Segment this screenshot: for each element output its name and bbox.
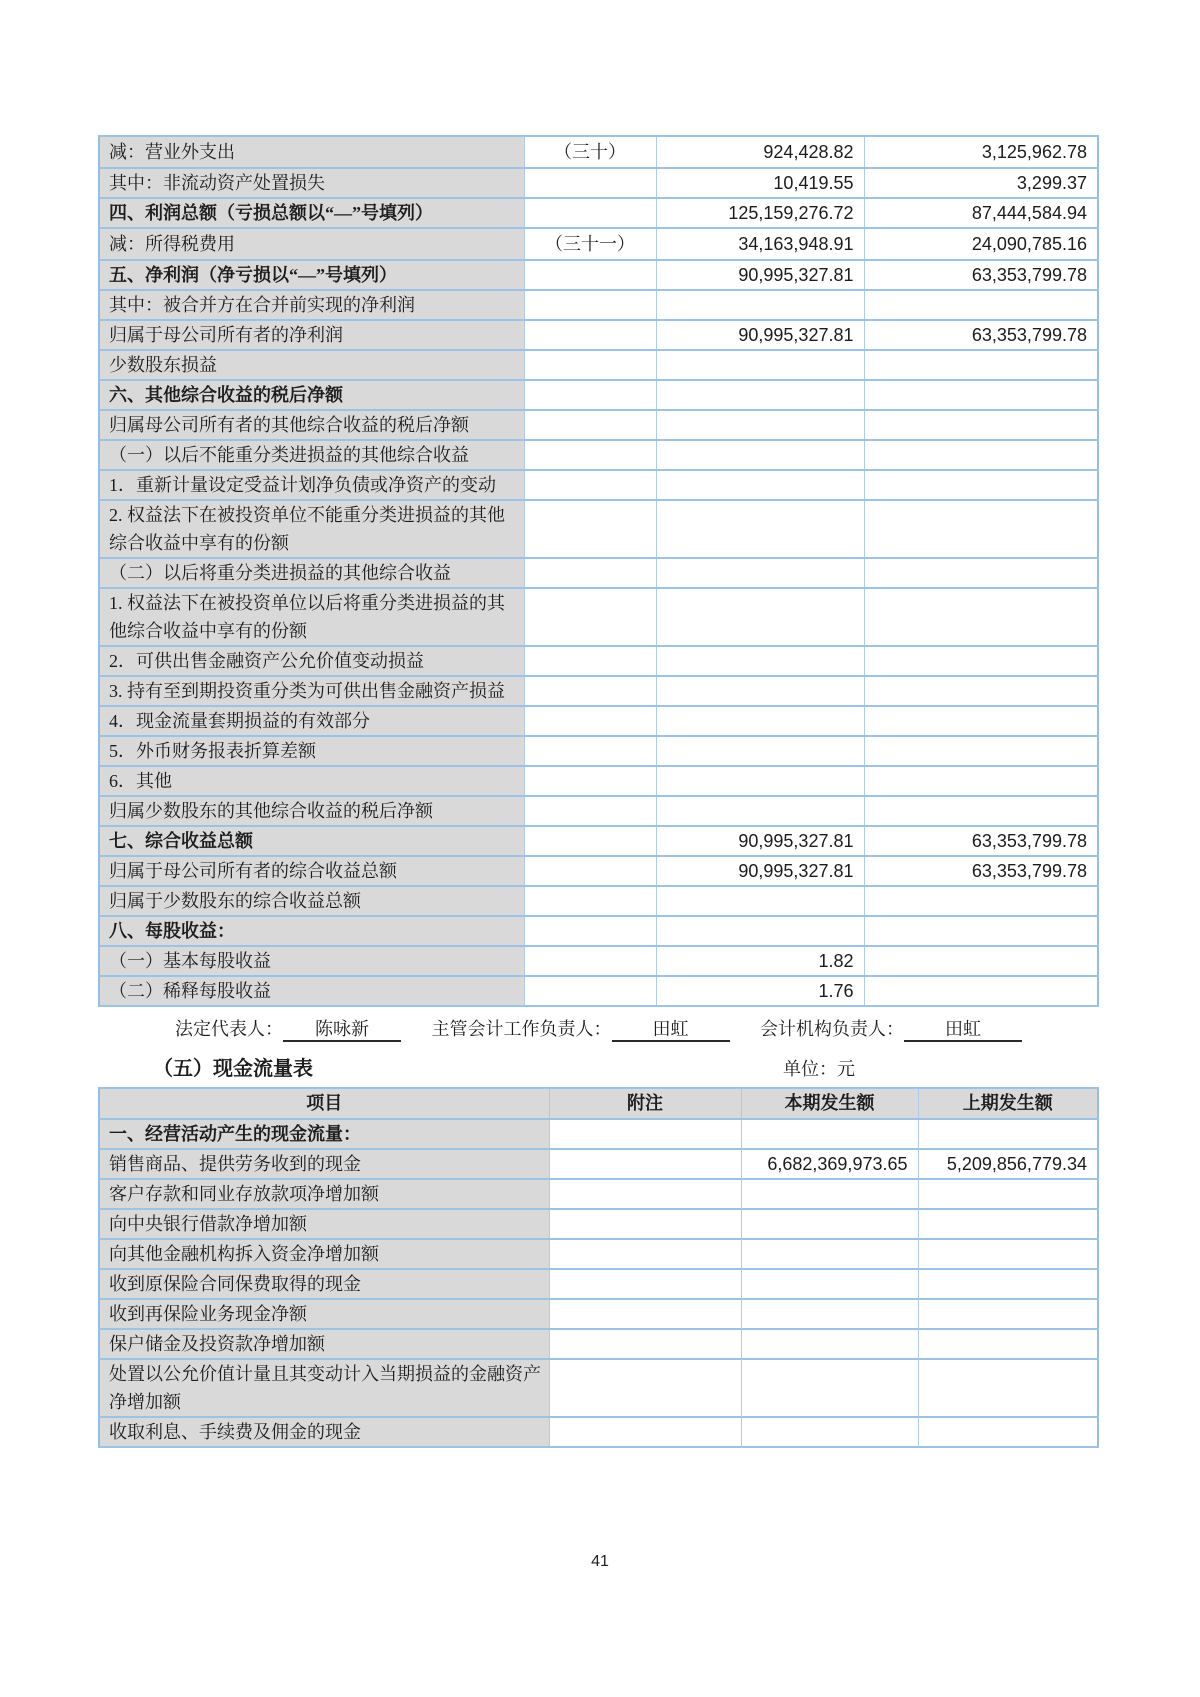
current-period-value-cell: 10,419.55 — [656, 168, 864, 198]
item-cell: 收取利息、手续费及佣金的现金 — [99, 1417, 549, 1447]
accounting-dept-label: 会计机构负责人： — [760, 1019, 904, 1039]
prior-period-value-cell — [864, 916, 1098, 946]
table-row — [99, 168, 1098, 198]
table-row — [99, 916, 1098, 946]
prior-period-value-cell: 5,209,856,779.34 — [918, 1149, 1098, 1179]
item-cell: 一、经营活动产生的现金流量： — [99, 1119, 549, 1149]
item-cell: 归属少数股东的其他综合收益的税后净额 — [99, 796, 524, 826]
note-cell — [524, 168, 656, 198]
table-row — [99, 500, 1098, 558]
note-cell — [549, 1329, 741, 1359]
table-row — [99, 198, 1098, 228]
chief-accounting-label: 主管会计工作负责人： — [431, 1019, 612, 1039]
table-row — [99, 290, 1098, 320]
page-content — [98, 135, 1097, 1448]
table-row — [99, 440, 1098, 470]
current-period-value-cell — [656, 796, 864, 826]
item-cell: 归属于母公司所有者的综合收益总额 — [99, 856, 524, 886]
table-row — [99, 1299, 1098, 1329]
item-cell: （一）以后不能重分类进损益的其他综合收益 — [99, 440, 524, 470]
prior-period-value-cell — [864, 886, 1098, 916]
item-cell: 客户存款和同业存放款项净增加额 — [99, 1179, 549, 1209]
item-cell: （二）以后将重分类进损益的其他综合收益 — [99, 558, 524, 588]
column-header-current-period: 本期发生额 — [741, 1088, 918, 1119]
current-period-value-cell — [741, 1329, 918, 1359]
item-cell: 其中：非流动资产处置损失 — [99, 168, 524, 198]
table-row — [99, 260, 1098, 290]
note-cell — [524, 290, 656, 320]
table-row — [99, 736, 1098, 766]
current-period-value-cell — [741, 1417, 918, 1447]
note-cell — [524, 706, 656, 736]
accounting-department-head — [760, 1019, 1022, 1039]
item-cell: 3. 持有至到期投资重分类为可供出售金融资产损益 — [99, 676, 524, 706]
item-cell: 6．其他 — [99, 766, 524, 796]
prior-period-value-cell: 87,444,584.94 — [864, 198, 1098, 228]
item-cell: 向中央银行借款净增加额 — [99, 1209, 549, 1239]
note-cell — [524, 856, 656, 886]
table-row — [99, 136, 1098, 168]
note-cell — [524, 736, 656, 766]
item-cell: 2. 权益法下在被投资单位不能重分类进损益的其他综合收益中享有的份额 — [99, 500, 524, 558]
item-cell: 少数股东损益 — [99, 350, 524, 380]
note-cell — [549, 1299, 741, 1329]
table-row — [99, 470, 1098, 500]
current-period-value-cell — [741, 1299, 918, 1329]
item-cell: 向其他金融机构拆入资金净增加额 — [99, 1239, 549, 1269]
note-cell — [524, 886, 656, 916]
item-cell: 1. 权益法下在被投资单位以后将重分类进损益的其他综合收益中享有的份额 — [99, 588, 524, 646]
prior-period-value-cell — [864, 500, 1098, 558]
current-period-value-cell: 6,682,369,973.65 — [741, 1149, 918, 1179]
table-row — [99, 946, 1098, 976]
table-row — [99, 320, 1098, 350]
table-row — [99, 676, 1098, 706]
cashflow-section-title: （五）现金流量表 — [153, 1058, 313, 1080]
legal-representative-label: 法定代表人： — [175, 1019, 283, 1039]
prior-period-value-cell — [864, 350, 1098, 380]
current-period-value-cell — [656, 736, 864, 766]
current-period-value-cell: 1.76 — [656, 976, 864, 1006]
income-table-body — [99, 136, 1098, 1006]
current-period-value-cell — [741, 1119, 918, 1149]
cashflow-section-header — [98, 1052, 1097, 1081]
item-cell: 5．外币财务报表折算差额 — [99, 736, 524, 766]
table-row — [99, 1209, 1098, 1239]
prior-period-value-cell: 63,353,799.78 — [864, 320, 1098, 350]
note-cell — [524, 676, 656, 706]
note-cell — [524, 796, 656, 826]
prior-period-value-cell — [864, 380, 1098, 410]
table-row — [99, 1359, 1098, 1417]
prior-period-value-cell: 63,353,799.78 — [864, 260, 1098, 290]
current-period-value-cell: 924,428.82 — [656, 136, 864, 168]
table-row — [99, 1269, 1098, 1299]
column-header-note: 附注 — [549, 1088, 741, 1119]
item-cell: 七、综合收益总额 — [99, 826, 524, 856]
note-cell — [524, 766, 656, 796]
prior-period-value-cell — [864, 676, 1098, 706]
prior-period-value-cell — [864, 588, 1098, 646]
item-cell: 收到再保险业务现金净额 — [99, 1299, 549, 1329]
chief-accounting-name: 田虹 — [612, 1018, 730, 1042]
current-period-value-cell — [656, 916, 864, 946]
table-row — [99, 646, 1098, 676]
item-cell: 四、利润总额（亏损总额以“—”号填列） — [99, 198, 524, 228]
prior-period-value-cell — [864, 976, 1098, 1006]
current-period-value-cell — [741, 1209, 918, 1239]
table-row — [99, 1329, 1098, 1359]
item-cell: 2．可供出售金融资产公允价值变动损益 — [99, 646, 524, 676]
prior-period-value-cell — [864, 290, 1098, 320]
table-row — [99, 1149, 1098, 1179]
note-cell: （三十） — [524, 136, 656, 168]
column-header-prior-period: 上期发生额 — [918, 1088, 1098, 1119]
current-period-value-cell: 125,159,276.72 — [656, 198, 864, 228]
table-row — [99, 1239, 1098, 1269]
income-statement-table — [98, 135, 1099, 1007]
item-cell: 归属于少数股东的综合收益总额 — [99, 886, 524, 916]
current-period-value-cell — [656, 410, 864, 440]
item-cell: 五、净利润（净亏损以“—”号填列） — [99, 260, 524, 290]
note-cell — [524, 646, 656, 676]
accounting-dept-name: 田虹 — [904, 1018, 1022, 1042]
prior-period-value-cell — [864, 796, 1098, 826]
note-cell — [524, 976, 656, 1006]
current-period-value-cell — [656, 558, 864, 588]
current-period-value-cell — [741, 1269, 918, 1299]
current-period-value-cell — [656, 290, 864, 320]
chief-accounting-officer — [432, 1019, 730, 1039]
table-row — [99, 886, 1098, 916]
table-row — [99, 350, 1098, 380]
note-cell — [524, 320, 656, 350]
legal-representative-name: 陈咏新 — [283, 1018, 401, 1042]
table-row — [99, 410, 1098, 440]
prior-period-value-cell — [918, 1209, 1098, 1239]
item-cell: 保户储金及投资款净增加额 — [99, 1329, 549, 1359]
prior-period-value-cell — [918, 1179, 1098, 1209]
prior-period-value-cell — [864, 766, 1098, 796]
item-cell: 归属于母公司所有者的净利润 — [99, 320, 524, 350]
prior-period-value-cell — [918, 1329, 1098, 1359]
item-cell: 收到原保险合同保费取得的现金 — [99, 1269, 549, 1299]
item-cell: 4．现金流量套期损益的有效部分 — [99, 706, 524, 736]
prior-period-value-cell — [864, 440, 1098, 470]
cashflow-table-body — [99, 1119, 1098, 1447]
table-row — [99, 856, 1098, 886]
note-cell — [524, 198, 656, 228]
note-cell — [524, 588, 656, 646]
table-row — [99, 558, 1098, 588]
item-cell: （二）稀释每股收益 — [99, 976, 524, 1006]
current-period-value-cell — [656, 706, 864, 736]
current-period-value-cell: 34,163,948.91 — [656, 228, 864, 260]
page-number: 41 — [591, 1553, 609, 1570]
table-row — [99, 228, 1098, 260]
current-period-value-cell: 1.82 — [656, 946, 864, 976]
prior-period-value-cell — [864, 470, 1098, 500]
note-cell — [549, 1269, 741, 1299]
prior-period-value-cell: 63,353,799.78 — [864, 856, 1098, 886]
unit-label: 单位：元 — [783, 1059, 855, 1079]
prior-period-value-cell — [918, 1417, 1098, 1447]
table-row — [99, 796, 1098, 826]
prior-period-value-cell — [864, 558, 1098, 588]
note-cell — [524, 946, 656, 976]
prior-period-value-cell — [918, 1299, 1098, 1329]
current-period-value-cell: 90,995,327.81 — [656, 856, 864, 886]
item-cell: 1．重新计量设定受益计划净负债或净资产的变动 — [99, 470, 524, 500]
note-cell — [524, 826, 656, 856]
current-period-value-cell — [656, 766, 864, 796]
note-cell — [549, 1417, 741, 1447]
current-period-value-cell — [656, 886, 864, 916]
note-cell — [524, 260, 656, 290]
note-cell: （三十一） — [524, 228, 656, 260]
prior-period-value-cell — [918, 1119, 1098, 1149]
item-cell: 其中：被合并方在合并前实现的净利润 — [99, 290, 524, 320]
current-period-value-cell: 90,995,327.81 — [656, 826, 864, 856]
note-cell — [549, 1149, 741, 1179]
table-row — [99, 1119, 1098, 1149]
prior-period-value-cell — [918, 1239, 1098, 1269]
legal-representative — [175, 1019, 401, 1039]
note-cell — [524, 410, 656, 440]
current-period-value-cell — [656, 470, 864, 500]
prior-period-value-cell: 24,090,785.16 — [864, 228, 1098, 260]
column-header-item: 项目 — [99, 1088, 549, 1119]
prior-period-value-cell — [864, 706, 1098, 736]
prior-period-value-cell — [864, 646, 1098, 676]
prior-period-value-cell — [864, 736, 1098, 766]
cashflow-header-row — [99, 1088, 1098, 1119]
note-cell — [549, 1119, 741, 1149]
current-period-value-cell — [656, 588, 864, 646]
item-cell: 六、其他综合收益的税后净额 — [99, 380, 524, 410]
item-cell: （一）基本每股收益 — [99, 946, 524, 976]
current-period-value-cell — [656, 350, 864, 380]
item-cell: 减：所得税费用 — [99, 228, 524, 260]
prior-period-value-cell: 63,353,799.78 — [864, 826, 1098, 856]
note-cell — [524, 380, 656, 410]
note-cell — [549, 1239, 741, 1269]
item-cell: 处置以公允价值计量且其变动计入当期损益的金融资产净增加额 — [99, 1359, 549, 1417]
current-period-value-cell: 90,995,327.81 — [656, 320, 864, 350]
note-cell — [524, 916, 656, 946]
prior-period-value-cell: 3,299.37 — [864, 168, 1098, 198]
prior-period-value-cell — [918, 1269, 1098, 1299]
item-cell: 归属母公司所有者的其他综合收益的税后净额 — [99, 410, 524, 440]
current-period-value-cell — [656, 646, 864, 676]
note-cell — [524, 350, 656, 380]
table-row — [99, 766, 1098, 796]
current-period-value-cell — [656, 440, 864, 470]
current-period-value-cell — [656, 380, 864, 410]
prior-period-value-cell: 3,125,962.78 — [864, 136, 1098, 168]
current-period-value-cell — [741, 1359, 918, 1417]
current-period-value-cell: 90,995,327.81 — [656, 260, 864, 290]
note-cell — [549, 1179, 741, 1209]
note-cell — [524, 440, 656, 470]
note-cell — [549, 1209, 741, 1239]
current-period-value-cell — [741, 1239, 918, 1269]
prior-period-value-cell — [918, 1359, 1098, 1417]
table-row — [99, 1417, 1098, 1447]
signature-line — [98, 1016, 1097, 1042]
item-cell: 八、每股收益： — [99, 916, 524, 946]
item-cell: 减：营业外支出 — [99, 136, 524, 168]
table-row — [99, 1179, 1098, 1209]
prior-period-value-cell — [864, 946, 1098, 976]
current-period-value-cell — [656, 676, 864, 706]
current-period-value-cell — [656, 500, 864, 558]
note-cell — [549, 1359, 741, 1417]
table-row — [99, 380, 1098, 410]
current-period-value-cell — [741, 1179, 918, 1209]
cashflow-table — [98, 1087, 1099, 1448]
note-cell — [524, 470, 656, 500]
table-row — [99, 588, 1098, 646]
table-row — [99, 976, 1098, 1006]
note-cell — [524, 500, 656, 558]
item-cell: 销售商品、提供劳务收到的现金 — [99, 1149, 549, 1179]
table-row — [99, 826, 1098, 856]
table-row — [99, 706, 1098, 736]
prior-period-value-cell — [864, 410, 1098, 440]
note-cell — [524, 558, 656, 588]
